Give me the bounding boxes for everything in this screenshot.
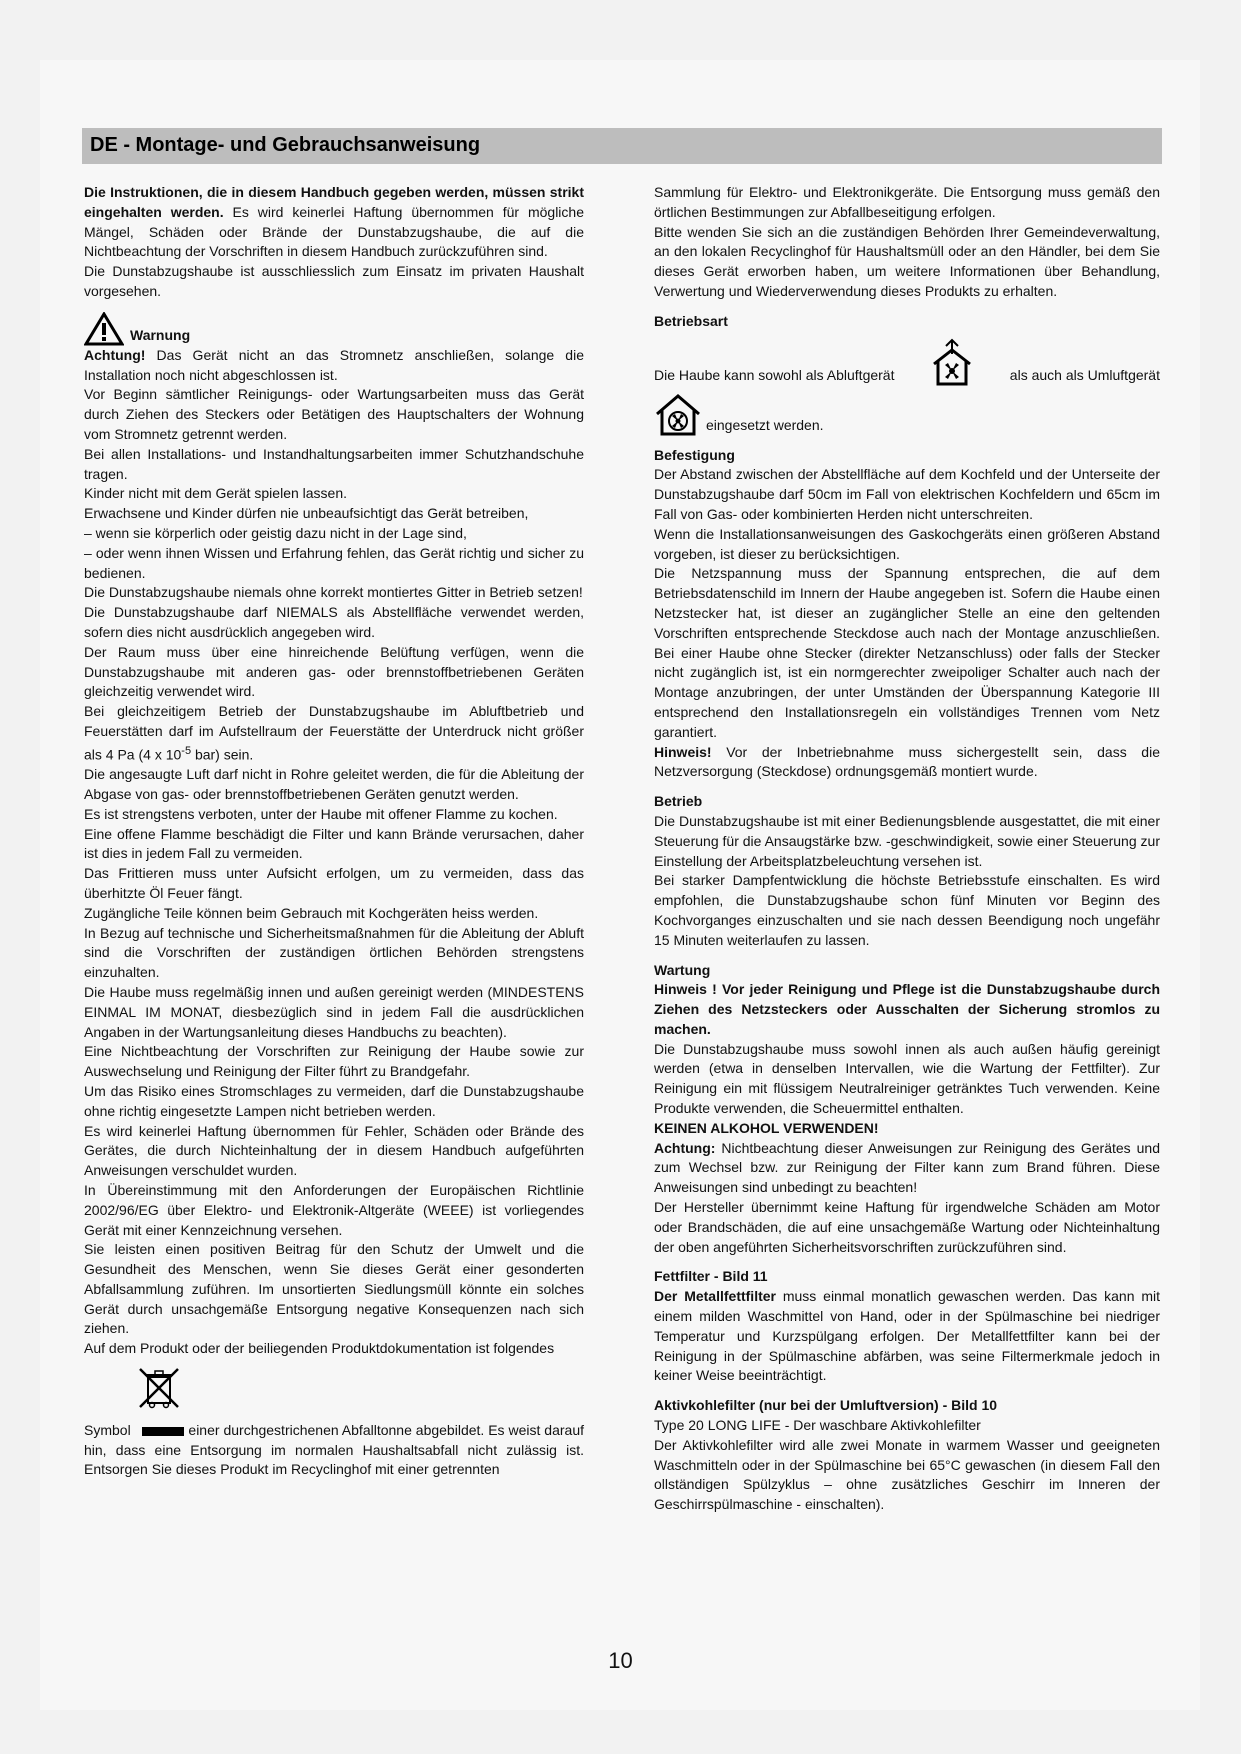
paragraph: Bei allen Installations- und Instandhaltungsarbeiten immer Schutzhandschuhe tragen. bbox=[84, 445, 584, 482]
paragraph: Kinder nicht mit dem Gerät spielen lassen. bbox=[84, 485, 348, 502]
paragraph: Achtung! Das Gerät nicht an das Stromnetz anschließen, solange die Installation noch nicht abgeschlossen ist. bbox=[84, 346, 584, 383]
paragraph: Die Dunstabzugshaube ist ausschliesslich zum Einsatz im privaten Haushalt vorgesehen. bbox=[84, 263, 584, 299]
section-heading-betrieb: Betrieb bbox=[654, 793, 703, 810]
paragraph: Bei starker Dampfentwicklung die höchste Betriebsstufe einschalten. Es wird empfohlen, die Dunstabzugshaube schon fünf Minuten vor Beginn des Kochvorganges einzuschalten und sie nach dessen Beendigung noch ungefähr 15 Minuten weiterlaufen zu lassen. bbox=[654, 872, 1160, 948]
paragraph: Die Dunstabzugshaube ist mit einer Bedienungsblende ausgestattet, die mit einer Steuerung für die Ansaugstärke bzw. -geschwindigkeit, sowie einer Steuerung zur Einstellung der Arbeitsplatzbeleuchtung versehen ist. bbox=[654, 812, 1160, 869]
right-column bbox=[654, 183, 1160, 1515]
recirculation-fan-house-icon bbox=[654, 392, 702, 436]
section-heading-fettfilter: Fettfilter - Bild 11 bbox=[654, 1268, 768, 1285]
paragraph: Die Dunstabzugshaube darf NIEMALS als Abstellfläche verwendet werden, sofern dies nicht ausdrücklich angegeben wird. bbox=[84, 604, 584, 640]
crossed-bin-icon bbox=[136, 1365, 182, 1411]
paragraph: Die Haube muss regelmäßig innen und außen gereinigt werden (MINDESTENS EINMAL IM MONAT, diesbezüglich sind in jedem Fall die ausdrücklichen Angaben in der Wartungsanleitung dieses Handbuchs zu beachten). bbox=[84, 983, 584, 1040]
paragraph: Hinweis ! Vor jeder Reinigung und Pflege ist die Dunstabzugshaube durch Ziehen des Netzsteckers oder Ausschalten der Sicherung stromlos zu machen. bbox=[654, 981, 1160, 1037]
page-number: 10 bbox=[608, 1648, 633, 1673]
page-title: DE - Montage- und Gebrauchsanweisung bbox=[82, 128, 1162, 164]
intro-paragraph: Die Instruktionen, die in diesem Handbuch gegeben werden, müssen strikt eingehalten werden. Es wird keinerlei Haftung übernommen für mögliche Mängel, Schäden oder Brände der Dunstabzugshaube, die auf die Nichtbeachtung der Vorschriften in diesem Handbuch zurückzuführen sind. bbox=[84, 184, 584, 260]
left-column bbox=[84, 183, 584, 1480]
paragraph: Die Dunstabzugshaube muss sowohl innen als auch außen häufig gereinigt werden (etwa in denselben Intervallen, wie die Wartung der Fettfilter). Zur Reinigung ein mit flüssigem Neutralreiniger getränktes Tuch verwenden. Keine Produkte verwenden, die Scheuermittel enthalten. bbox=[654, 1040, 1160, 1117]
section-heading-wartung: Wartung bbox=[654, 961, 711, 978]
paragraph: Bei gleichzeitigem Betrieb der Dunstabzugshaube im Abluftbetrieb und Feuerstätten darf im Aufstellraum der Feuerstätte der Unterdruck nicht größer als 4 Pa (4 x $10^{-5}$ bar) sein. bbox=[84, 703, 584, 763]
paragraph: Auf dem Produkt oder der beiliegenden Produktdokumentation ist folgendes bbox=[84, 1340, 555, 1357]
paragraph: Der Hersteller übernimmt keine Haftung für irgendwelche Schäden am Motor oder Brandschäden, die auf eine unsachgemäße Wartung oder Nichteinhaltung der oben angeführten Sicherheitsvorschriften zurückzuführen sind. bbox=[654, 1199, 1160, 1255]
paragraph: Wenn die Installationsanweisungen des Gaskochgeräts einen größeren Abstand vorgeben, ist dieser zu berücksichtigen. bbox=[654, 525, 1160, 562]
paragraph: Bitte wenden Sie sich an die zuständigen Behörden Ihrer Gemeindeverwaltung, an den lokalen Recyclinghof für Haushaltsmüll oder an den Händler, bei dem Sie dieses Gerät erworben haben, um weitere Informationen über Behandlung, Verwertung und Wiederverwendung dieses Produkts zu erhalten. bbox=[654, 223, 1160, 299]
paragraph: Der Metallfettfilter muss einmal monatlich gewaschen werden. Das kann mit einem milden Waschmittel von Hand, oder in der Spülmaschine bei niedriger Temperatur und Kurzspülgang erfolgen. Der Metallfettfilter kann bei der Reinigung in der Spülmaschine abfärben, was seine Filtermerkmale jedoch in keiner Weise beeinträchtigt. bbox=[654, 1288, 1160, 1384]
paragraph: Der Aktivkohlefilter wird alle zwei Monate in warmem Wasser und geeigneten Waschmitteln oder in der Spülmaschine bei 65°C gewaschen (in diesem Fall den ollständigen Spülzyklus – ohne zusätzliches Geschirr im Inneren der Geschirrspülmaschine - einschalten). bbox=[654, 1436, 1160, 1513]
paragraph: Die Dunstabzugshaube niemals ohne korrekt montiertes Gitter in Betrieb setzen! bbox=[84, 584, 583, 601]
betriebsart-line: Die Haube kann sowohl als Abluftgerät als auch als Umluftgerät bbox=[654, 338, 1160, 386]
exhaust-fan-house-icon bbox=[931, 338, 973, 386]
paragraph: – oder wenn ihnen Wissen und Erfahrung fehlen, das Gerät richtig und sicher zu bedienen. bbox=[84, 544, 584, 581]
section-heading-aktivkohlefilter: Aktivkohlefilter (nur bei der Umluftversion) - Bild 10 bbox=[654, 1397, 998, 1414]
warning-label: Warnung bbox=[130, 326, 191, 343]
umluft-line: eingesetzt werden. bbox=[654, 392, 1160, 436]
section-heading-befestigung: Befestigung bbox=[654, 446, 735, 463]
paragraph: Es ist strengstens verboten, unter der Haube mit offener Flamme zu kochen. bbox=[84, 805, 558, 822]
paragraph: KEINEN ALKOHOL VERWENDEN! bbox=[654, 1119, 879, 1136]
paragraph: Der Abstand zwischen der Abstellfläche auf dem Kochfeld und der Unterseite der Dunstabzugshaube darf 50cm im Fall von elektrischen Kochfeldern und 65cm im Fall von Gas- oder kombinierten Herden nicht unterschreiten. bbox=[654, 466, 1160, 522]
paragraph: Achtung: Nichtbeachtung dieser Anweisungen zur Reinigung des Gerätes und zum Wechsel bzw. zur Reinigung der Filter kann zum Brand führen. Diese Anweisungen sind unbedingt zu beachten! bbox=[654, 1139, 1160, 1196]
paragraph: Vor Beginn sämtlicher Reinigungs- oder Wartungsarbeiten muss das Gerät durch Ziehen des Steckers oder Betätigen des Hauptschalters der Wohnung vom Stromnetz getrennt werden. bbox=[84, 386, 584, 442]
section-heading-betriebsart: Betriebsart bbox=[654, 312, 728, 329]
weee-symbol bbox=[136, 1365, 584, 1417]
paragraph: – wenn sie körperlich oder geistig dazu nicht in der Lage sind, bbox=[84, 524, 467, 541]
paragraph: Sie leisten einen positiven Beitrag für den Schutz der Umwelt und die Gesundheit des Menschen, wenn Sie dieses Gerät einer gesonderten Abfallsammlung zuführen. Im unsortierten Siedlungsmüll könnte ein solches Gerät durch unsachgemäße Entsorgung negative Konsequenzen nach sich ziehen. bbox=[84, 1241, 584, 1337]
paragraph: Zugängliche Teile können beim Gebrauch mit Kochgeräten heiss werden. bbox=[84, 904, 539, 921]
paragraph: Es wird keinerlei Haftung übernommen für Fehler, Schäden oder Brände des Gerätes, die durch Nichteinhaltung der in diesem Handbuch aufgeführten Anweisungen verschuldet wurden. bbox=[84, 1122, 584, 1179]
paragraph: In Bezug auf technische und Sicherheitsmaßnahmen für die Ableitung der Abluft sind die Vorschriften der zuständigen örtlichen Behörden strengstens einzuhalten. bbox=[84, 924, 584, 981]
paragraph: Eine offene Flamme beschädigt die Filter und kann Brände verursachen, daher ist dies in jedem Fall zu vermeiden. bbox=[84, 825, 584, 862]
paragraph: Das Frittieren muss unter Aufsicht erfolgen, um zu vermeiden, dass das überhitzte Öl Feuer fängt. bbox=[84, 865, 584, 901]
paragraph: Eine Nichtbeachtung der Vorschriften zur Reinigung der Haube sowie zur Auswechselung und Reinigung der Filter führt zu Brandgefahr. bbox=[84, 1043, 584, 1080]
paragraph: Die Netzspannung muss der Spannung entsprechen, die auf dem Betriebsdatenschild im Innern der Haube angegeben ist. Sofern die Haube einen Netzstecker hat, ist dieser an zugänglicher Stelle an eine den geltenden Vorschriften entsprechende Steckdose auch nach der Montage anzuschließen. Bei einer Haube ohne Stecker (direkter Netzanschluss) oder falls der Stecker nicht zugänglich ist, ist ein normgerechter zweipoliger Schalter auch nach der Montage anzubringen, der unter Umständen der Überspannung Kategorie III entsprechend den Installationsregeln ein vollständiges Trennen vom Netz garantiert. bbox=[654, 565, 1160, 740]
paragraph: Die angesaugte Luft darf nicht in Rohre geleitet werden, die für die Ableitung der Abgase von gas- oder brennstoffbetriebenen Geräten genutzt werden. bbox=[84, 766, 584, 802]
warning-heading bbox=[84, 312, 584, 346]
paragraph: Erwachsene und Kinder dürfen nie unbeaufsichtigt das Gerät betreiben, bbox=[84, 505, 529, 522]
paragraph: Um das Risiko eines Stromschlages zu vermeiden, darf die Dunstabzugshaube ohne richtig eingesetzte Lampen nicht betrieben werden. bbox=[84, 1082, 584, 1119]
paragraph: Sammlung für Elektro- und Elektronikgeräte. Die Entsorgung muss gemäß den örtlichen Bestimmungen zur Abfallbeseitigung erfolgen. bbox=[654, 184, 1160, 220]
black-bar bbox=[142, 1427, 184, 1436]
paragraph: Hinweis! Vor der Inbetriebnahme muss sichergestellt sein, dass die Netzversorgung (Steckdose) ordnungsgemäß montiert wurde. bbox=[654, 743, 1160, 780]
paragraph: Symbol einer durchgestrichenen Abfalltonne abgebildet. Es weist darauf hin, dass eine Entsorgung im normalen Haushaltsabfall nicht zulässig ist. Entsorgen Sie dieses Produkt im Recyclinghof mit einer getrennten bbox=[84, 1421, 585, 1478]
warning-triangle-icon bbox=[84, 312, 124, 346]
paragraph: Der Raum muss über eine hinreichende Belüftung verfügen, wenn die Dunstabzugshaube mit anderen gas- oder brennstoffbetriebenen Geräten gleichzeitig verwendet wird. bbox=[84, 643, 584, 700]
paragraph: In Übereinstimmung mit den Anforderungen der Europäischen Richtlinie 2002/96/EG über Elektro- und Elektronik-Altgeräte (WEEE) ist vorliegendes Gerät mit einer Kennzeichnung versehen. bbox=[84, 1181, 584, 1238]
paragraph: Type 20 LONG LIFE - Der waschbare Aktivkohlefilter bbox=[654, 1417, 981, 1434]
